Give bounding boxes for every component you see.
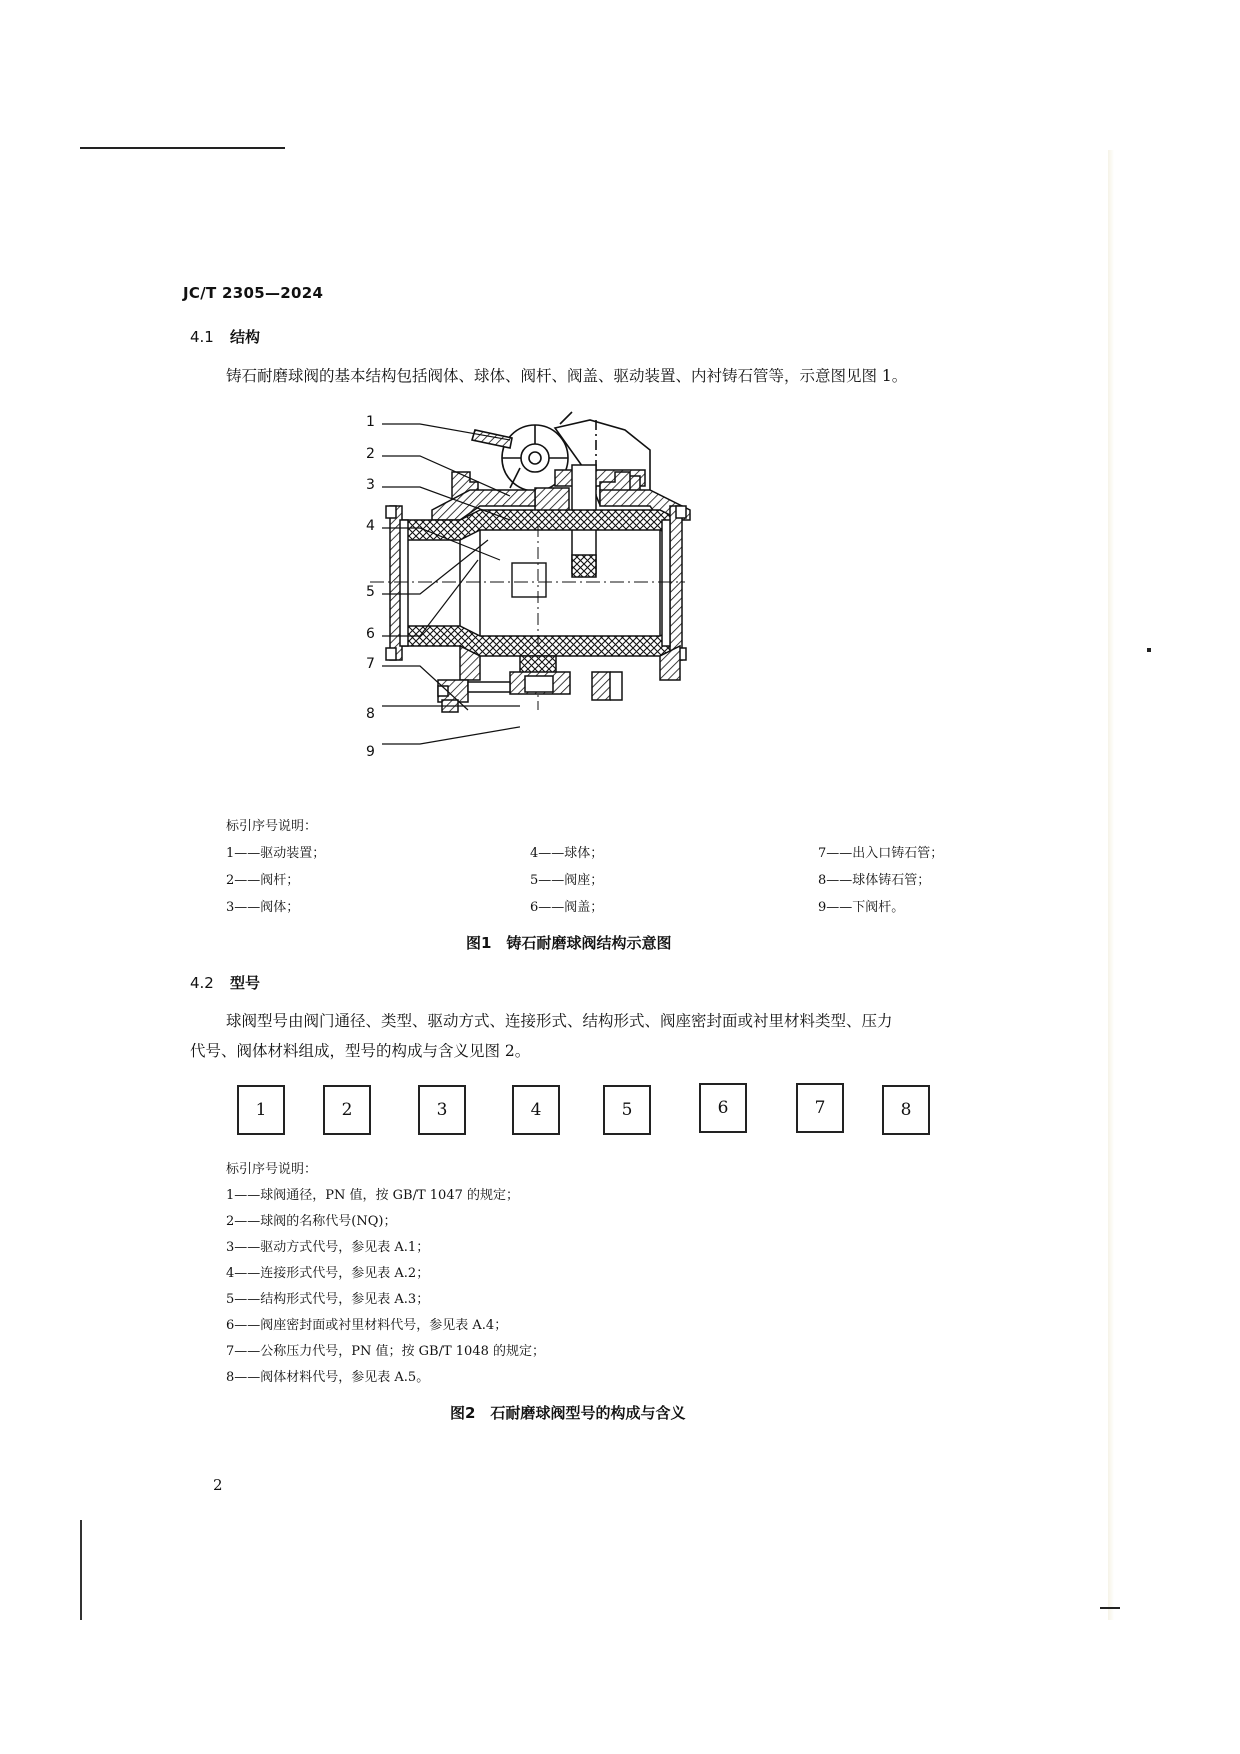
section-heading-4-2 bbox=[190, 972, 260, 993]
section-number: 4.2 bbox=[190, 974, 214, 992]
scan-top-rule bbox=[80, 147, 285, 149]
figure2-caption: 图2 石耐磨球阀型号的构成与含义 bbox=[450, 1404, 686, 1422]
callout-2: 2 bbox=[366, 446, 375, 462]
fig1-legend-item: 3——阀体； bbox=[226, 900, 300, 915]
section-title: 型号 bbox=[230, 974, 261, 992]
fig2-legend-item: 8——阀体材料代号，参见表 A.5。 bbox=[226, 1370, 430, 1385]
document-code: JC/T 2305—2024 bbox=[183, 284, 324, 302]
fig2-legend-item: 3——驱动方式代号，参见表 A.1； bbox=[226, 1240, 430, 1255]
fig2-legend-item: 7——公称压力代号，PN 值；按 GB/T 1048 的规定； bbox=[226, 1344, 545, 1359]
model-code-box-4: 4 bbox=[512, 1085, 560, 1135]
callout-3: 3 bbox=[366, 477, 375, 493]
model-code-box-5: 5 bbox=[603, 1085, 651, 1135]
section-heading-4-1 bbox=[190, 326, 260, 347]
model-code-box-7: 7 bbox=[796, 1083, 844, 1133]
fig2-legend-item: 5——结构形式代号，参见表 A.3； bbox=[226, 1292, 430, 1307]
fig1-legend-item: 2——阀杆； bbox=[226, 873, 300, 888]
fig1-legend-item: 9——下阀杆。 bbox=[818, 900, 905, 915]
fig1-legend-title: 标引序号说明： bbox=[226, 819, 318, 834]
section-number: 4.1 bbox=[190, 328, 214, 346]
fig1-legend-item: 8——球体铸石管； bbox=[818, 873, 931, 888]
scan-right-shadow bbox=[1108, 150, 1114, 1620]
model-code-box-8: 8 bbox=[882, 1085, 930, 1135]
section-4-2-body-line-1: 球阀型号由阀门通径、类型、驱动方式、连接形式、结构形式、阀座密封面或衬里材料类型、压力 bbox=[226, 1012, 893, 1030]
fig2-legend-item: 2——球阀的名称代号(NQ)； bbox=[226, 1214, 397, 1229]
scan-left-edge bbox=[80, 1520, 82, 1620]
callout-8: 8 bbox=[366, 706, 375, 722]
model-code-box-3: 3 bbox=[418, 1085, 466, 1135]
fig1-legend-item: 6——阀盖； bbox=[530, 900, 604, 915]
section-title: 结构 bbox=[230, 328, 261, 346]
callout-5: 5 bbox=[366, 584, 375, 600]
callout-4: 4 bbox=[366, 518, 375, 534]
fig1-legend-item: 7——出入口铸石管； bbox=[818, 846, 944, 861]
callout-6: 6 bbox=[366, 626, 375, 642]
fig2-legend-item: 6——阀座密封面或衬里材料代号，参见表 A.4； bbox=[226, 1318, 508, 1333]
model-code-box-6: 6 bbox=[699, 1083, 747, 1133]
fig1-legend-item: 5——阀座； bbox=[530, 873, 604, 888]
section-4-2-body-line-2: 代号、阀体材料组成，型号的构成与含义见图 2。 bbox=[190, 1042, 531, 1060]
callout-9: 9 bbox=[366, 744, 375, 760]
callout-1: 1 bbox=[366, 414, 375, 430]
scan-speck bbox=[1100, 1607, 1120, 1609]
fig2-legend-item: 4——连接形式代号，参见表 A.2； bbox=[226, 1266, 430, 1281]
fig2-legend-item: 1——球阀通径，PN 值，按 GB/T 1047 的规定； bbox=[226, 1188, 519, 1203]
callout-7: 7 bbox=[366, 656, 375, 672]
page-number: 2 bbox=[213, 1476, 223, 1494]
scan-speck bbox=[1147, 648, 1151, 652]
fig1-legend-item: 4——球体； bbox=[530, 846, 604, 861]
model-code-box-2: 2 bbox=[323, 1085, 371, 1135]
section-4-1-body: 铸石耐磨球阀的基本结构包括阀体、球体、阀杆、阀盖、驱动装置、内衬铸石管等，示意图见图 1。 bbox=[226, 367, 908, 385]
fig2-legend-title: 标引序号说明： bbox=[226, 1162, 318, 1177]
figure1-caption: 图1 铸石耐磨球阀结构示意图 bbox=[466, 934, 672, 952]
fig1-legend-item: 1——驱动装置； bbox=[226, 846, 326, 861]
model-code-box-1: 1 bbox=[237, 1085, 285, 1135]
callout-leaders bbox=[360, 410, 520, 770]
